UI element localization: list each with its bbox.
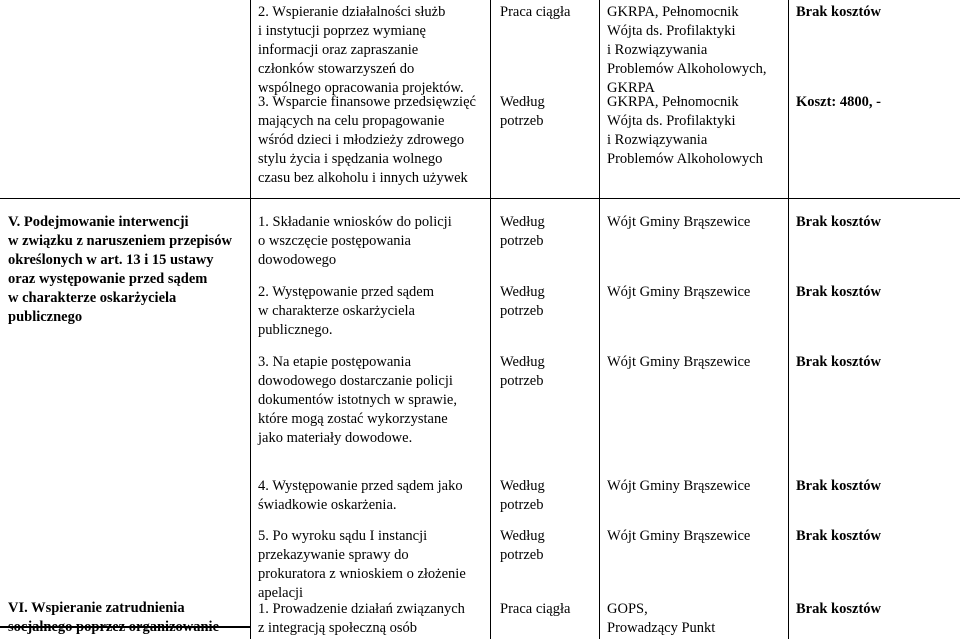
activity-2-text: 2. Wspieranie działalności służb i instytucji poprzez wymianę informacji oraz zapraszanie członków stowarzyszeń do wspólnego opracowania projektów.	[258, 4, 464, 96]
cost-text: Brak kosztów	[796, 354, 881, 370]
cost-text: Brak kosztów	[796, 4, 881, 20]
responsible-text: Wójt Gminy Brąszewice	[607, 214, 751, 230]
cost-text: Brak kosztów	[796, 284, 881, 300]
responsible-text: GKRPA, Pełnomocnik Wójta ds. Profilaktyki i Rozwiązywania Problemów Alkoholowych	[607, 94, 763, 167]
activity-text: 3. Na etapie postępowania dowodowego dostarczanie policji dokumentów istotnych w sprawie, które mogą zostać wykorzystane jako materiały dowodowe.	[258, 354, 457, 446]
column-divider	[250, 0, 251, 639]
activity-text: 1. Składanie wniosków do policji o wszczęcie postępowania dowodowego	[258, 214, 452, 268]
term-text: Według potrzeb	[500, 354, 545, 389]
term-text: Praca ciągła	[500, 4, 571, 20]
section-5-title: V. Podejmowanie interwencji w związku z naruszeniem przepisów określonych w art. 13 i 15 ustawy oraz występowanie przed sądem w charakterze oskarżyciela publicznego	[8, 214, 232, 325]
term-text: Według potrzeb	[500, 94, 545, 129]
cost-text: Brak kosztów	[796, 478, 881, 494]
responsible-text: GKRPA, Pełnomocnik Wójta ds. Profilaktyki i Rozwiązywania Problemów Alkoholowych, GKRPA	[607, 4, 767, 96]
cost-text: Brak kosztów	[796, 601, 881, 617]
row-divider	[0, 198, 960, 199]
responsible-text: GOPS, Prowadzący Punkt	[607, 601, 716, 636]
activity-text: 5. Po wyroku sądu I instancji przekazywanie sprawy do prokuratora z wnioskiem o złożenie apelacji	[258, 528, 466, 601]
section-6-title: VI. Wspieranie zatrudnienia socjalnego poprzez organizowanie	[8, 600, 220, 635]
responsible-text: Wójt Gminy Brąszewice	[607, 354, 751, 370]
cost-text: Koszt: 4800, -	[796, 94, 881, 110]
activity-text: 1. Prowadzenie działań związanych z integracją społeczną osób	[258, 601, 465, 636]
term-text: Według potrzeb	[500, 528, 545, 563]
term-text: Według potrzeb	[500, 214, 545, 249]
responsible-text: Wójt Gminy Brąszewice	[607, 528, 751, 544]
responsible-text: Wójt Gminy Brąszewice	[607, 478, 751, 494]
cost-text: Brak kosztów	[796, 214, 881, 230]
term-text: Według potrzeb	[500, 284, 545, 319]
cost-text: Brak kosztów	[796, 528, 881, 544]
responsible-text: Wójt Gminy Brąszewice	[607, 284, 751, 300]
activity-text: 4. Występowanie przed sądem jako świadkowie oskarżenia.	[258, 478, 463, 513]
term-text: Według potrzeb	[500, 478, 545, 513]
column-divider	[490, 0, 491, 639]
activity-text: 2. Występowanie przed sądem w charakterze oskarżyciela publicznego.	[258, 284, 435, 338]
activity-3-text: 3. Wsparcie finansowe przedsięwzięć mających na celu propagowanie wśród dzieci i młodzieży zdrowego stylu życia i spędzania wolnego czasu bez alkoholu i innych używek	[258, 94, 476, 186]
column-divider	[788, 0, 789, 639]
column-divider	[599, 0, 600, 639]
term-text: Praca ciągła	[500, 601, 571, 617]
